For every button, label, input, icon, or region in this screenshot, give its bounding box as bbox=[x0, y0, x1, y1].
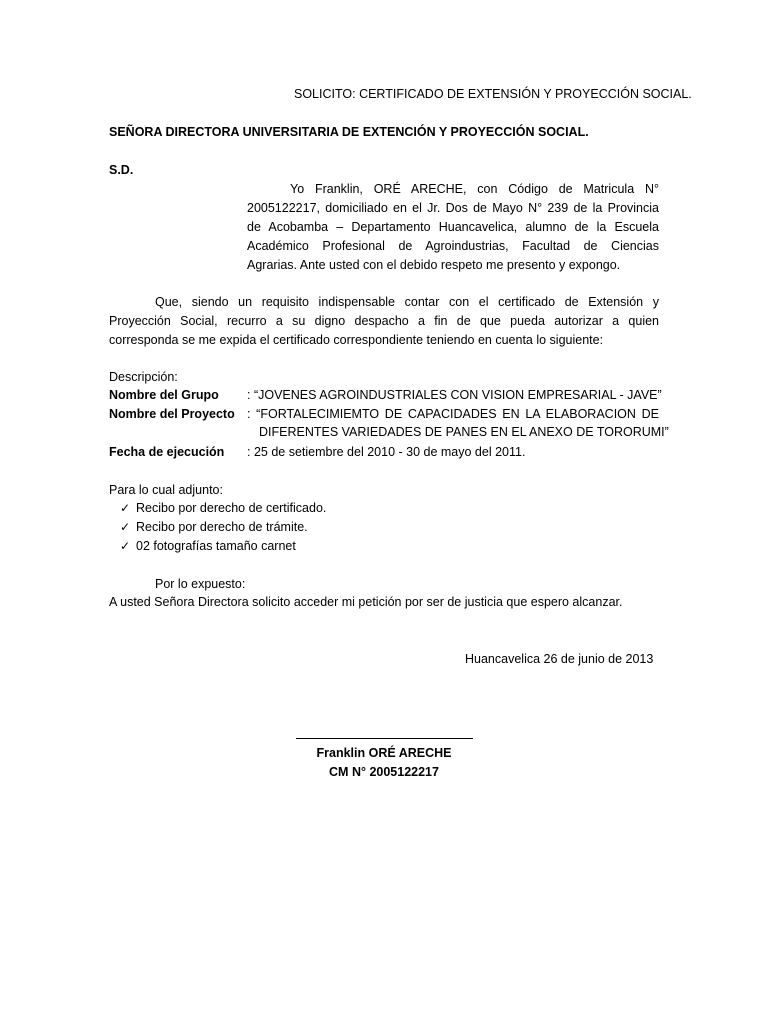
sd-line: S.D. bbox=[109, 163, 134, 177]
attachments-heading: Para lo cual adjunto: bbox=[109, 483, 223, 497]
description-heading: Descripción: bbox=[109, 370, 178, 384]
date-value: : 25 de setiembre del 2010 - 30 de mayo del 2011. bbox=[247, 445, 526, 459]
signature-line bbox=[296, 738, 473, 739]
body-line-2: Proyección Social, recurro a su digno despacho a fin de que pueda autorizar a quien bbox=[109, 314, 659, 328]
signature-name: Franklin ORÉ ARECHE bbox=[316, 746, 452, 760]
place-date: Huancavelica 26 de junio de 2013 bbox=[465, 652, 654, 666]
checkmark-icon: ✓ bbox=[120, 539, 131, 553]
project-value-line-2: DIFERENTES VARIEDADES DE PANES EN EL ANEXO DE TORORUMI” bbox=[259, 425, 669, 439]
attachment-item: ✓ 02 fotografías tamaño carnet bbox=[120, 539, 296, 553]
checkmark-icon: ✓ bbox=[120, 501, 131, 515]
intro-line-1: Yo Franklin, ORÉ ARECHE, con Código de Matricula N° bbox=[290, 182, 659, 196]
group-value: : “JOVENES AGROINDUSTRIALES CON VISION EMPRESARIAL - JAVE” bbox=[247, 388, 662, 402]
checkmark-icon: ✓ bbox=[120, 520, 131, 534]
signature-id: CM N° 2005122217 bbox=[329, 765, 439, 779]
intro-line-2: 2005122217, domiciliado en el Jr. Dos de Mayo N° 239 de la Provincia bbox=[247, 201, 659, 215]
body-line-1: Que, siendo un requisito indispensable contar con el certificado de Extensión y bbox=[155, 295, 659, 309]
subject-line: SOLICITO: CERTIFICADO DE EXTENSIÓN Y PROYECCIÓN SOCIAL. bbox=[294, 87, 692, 101]
group-label: Nombre del Grupo bbox=[109, 388, 219, 402]
intro-line-3: de Acobamba – Departamento Huancavelica, alumno de la Escuela bbox=[247, 220, 659, 234]
attachment-item: ✓ Recibo por derecho de certificado. bbox=[120, 501, 327, 515]
project-value-line-1: : “FORTALECIMIEMTO DE CAPACIDADES EN LA ELABORACION DE bbox=[247, 407, 659, 421]
intro-line-5: Agrarias. Ante usted con el debido respeto me presento y expongo. bbox=[247, 258, 621, 272]
intro-line-4: Académico Profesional de Agroindustrias, Facultad de Ciencias bbox=[247, 239, 659, 253]
date-label: Fecha de ejecución bbox=[109, 445, 225, 459]
project-label: Nombre del Proyecto bbox=[109, 407, 235, 421]
closing-request: A usted Señora Directora solicito acceder mi petición por ser de justicia que espero alcanzar. bbox=[109, 595, 623, 609]
recipient-line: SEÑORA DIRECTORA UNIVERSITARIA DE EXTENCIÓN Y PROYECCIÓN SOCIAL. bbox=[109, 125, 589, 139]
attachment-item: ✓ Recibo por derecho de trámite. bbox=[120, 520, 308, 534]
closing-intro: Por lo expuesto: bbox=[155, 577, 246, 591]
body-line-3: corresponda se me expida el certificado correspondiente teniendo en cuenta lo siguiente: bbox=[109, 333, 604, 347]
